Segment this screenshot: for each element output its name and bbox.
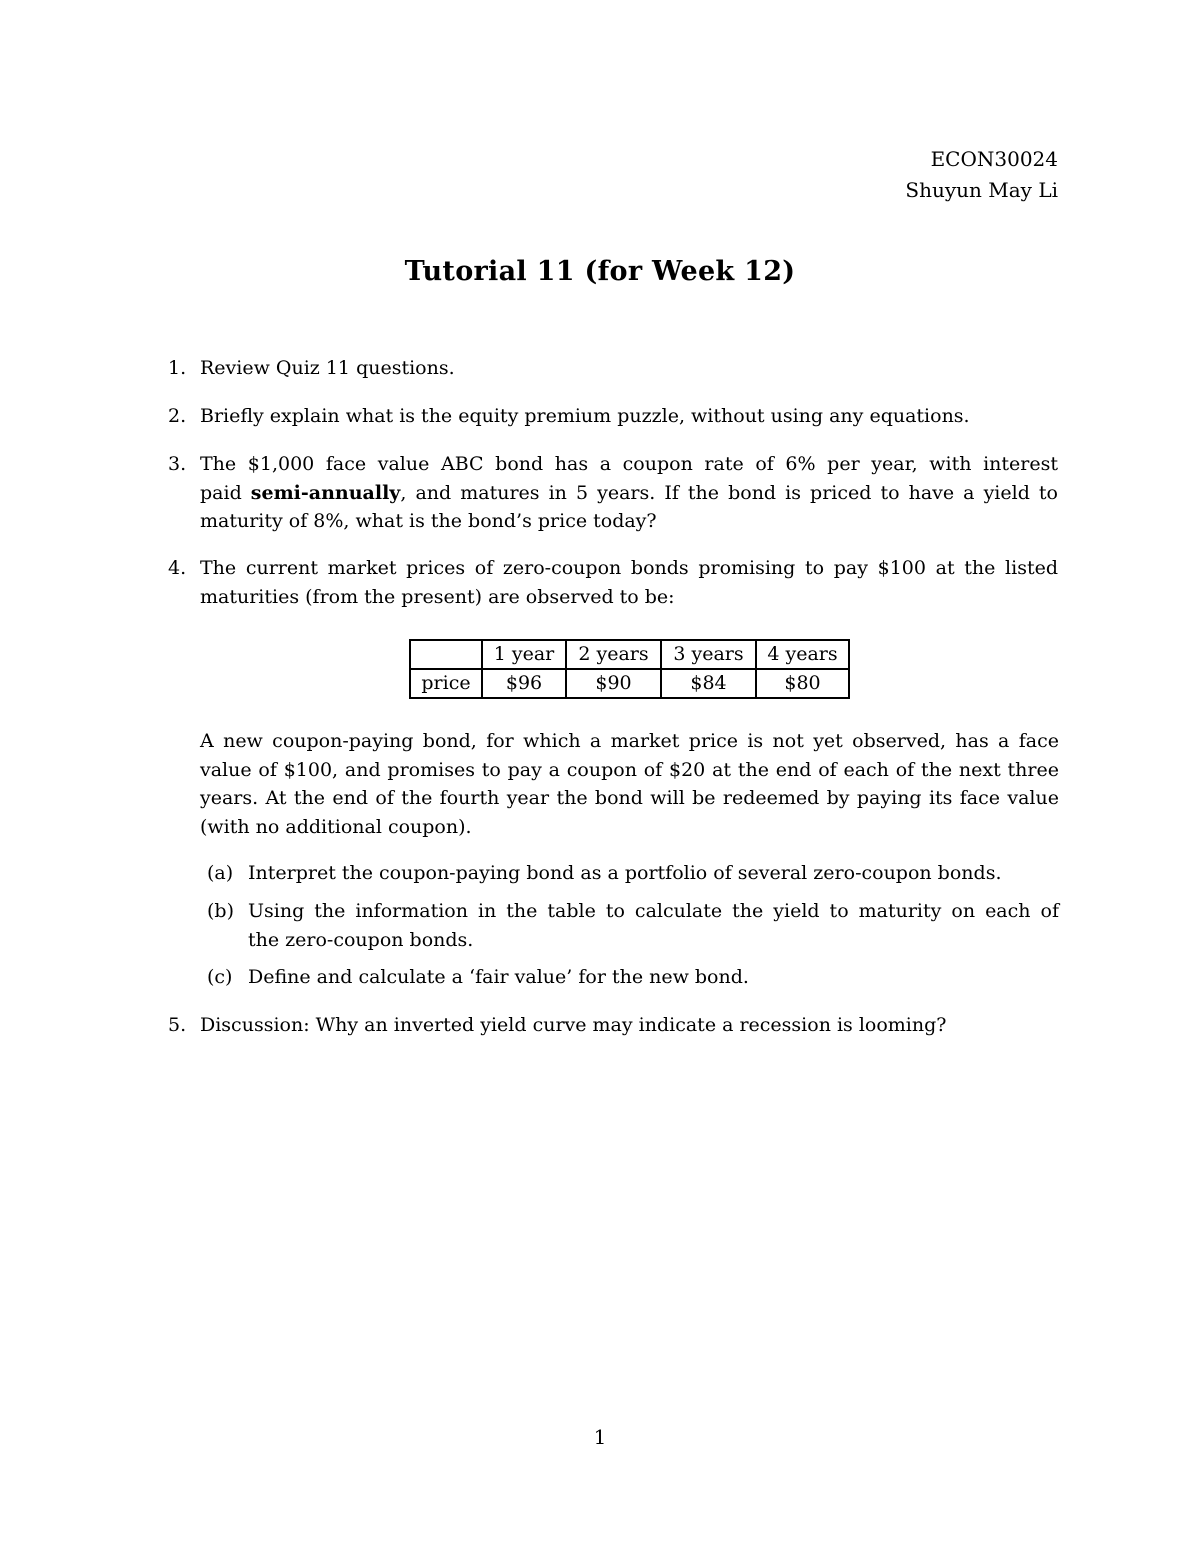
table-cell: price [410,669,482,698]
table-cell: $80 [756,669,849,698]
table-header-cell: 3 years [661,640,756,669]
question-4a [207,859,1059,888]
question-4 [168,554,1058,611]
page-title: Tutorial 11 (for Week 12) [404,256,796,287]
question-number: 1. [168,357,187,379]
table-header-cell [410,640,482,669]
question-number: 3. [168,453,187,475]
question-text: Review Quiz 11 questions. [200,357,455,379]
table-header-cell: 2 years [566,640,661,669]
question-1 [168,354,1058,383]
question-text: Discussion: Why an inverted yield curve may indicate a recession is looming? [200,1014,947,1036]
text-line: The current market prices of zero-coupon bonds promising to pay $100 at the listed [200,557,1058,579]
question-number: 4. [168,557,187,579]
question-text [200,450,1058,536]
text-line: The $1,000 face value ABC bond has a coupon rate of 6% per year, with interest [200,453,1058,475]
table-cell: $96 [482,669,566,698]
subquestion-text [248,897,1059,954]
emphasis-text: semi-annually [250,481,401,504]
text-line: years. At the end of the fourth year the bond will be redeemed by paying its face value [200,787,1059,809]
text-line: maturity of 8%, what is the bond’s price today? [200,510,657,532]
table-row [410,669,849,698]
text-line: (with no additional coupon). [200,815,472,838]
table-header-cell: 1 year [482,640,566,669]
bond-price-table [409,639,850,699]
question-number: 2. [168,405,187,427]
document-header [905,144,1058,206]
question-5 [168,1011,1058,1040]
table-header-cell: 4 years [756,640,849,669]
question-2 [168,402,1058,431]
text-line: maturities (from the present) are observed to be: [200,585,675,608]
subquestion-text: Interpret the coupon-paying bond as a portfolio of several zero-coupon bonds. [248,862,1002,884]
subquestion-text: Define and calculate a ‘fair value’ for the new bond. [248,966,749,988]
page-number: 1 [593,1425,607,1449]
question-4b [207,897,1059,954]
course-code: ECON30024 [930,147,1058,171]
subquestion-label: (b) [207,900,234,922]
author-name: Shuyun May Li [905,178,1058,202]
text-line: Using the information in the table to calculate the yield to maturity on each of [248,900,1059,922]
table-cell: $90 [566,669,661,698]
text-line: paid semi-annually, and matures in 5 years. If the bond is priced to have a yield to [200,481,1058,504]
question-text [200,554,1058,611]
question-number: 5. [168,1014,187,1036]
text-line: the zero-coupon bonds. [248,928,474,951]
table-header-row [410,640,849,669]
subquestion-label: (a) [207,862,234,884]
text-line: A new coupon-paying bond, for which a market price is not yet observed, has a face [200,730,1059,752]
question-3 [168,450,1058,536]
table-cell: $84 [661,669,756,698]
question-4c [207,963,1059,992]
question-4-paragraph [200,727,1059,841]
subquestion-label: (c) [207,966,233,988]
text-line: value of $100, and promises to pay a coupon of $20 at the end of each of the next three [200,758,1059,781]
question-text: Briefly explain what is the equity premium puzzle, without using any equations. [200,405,970,427]
